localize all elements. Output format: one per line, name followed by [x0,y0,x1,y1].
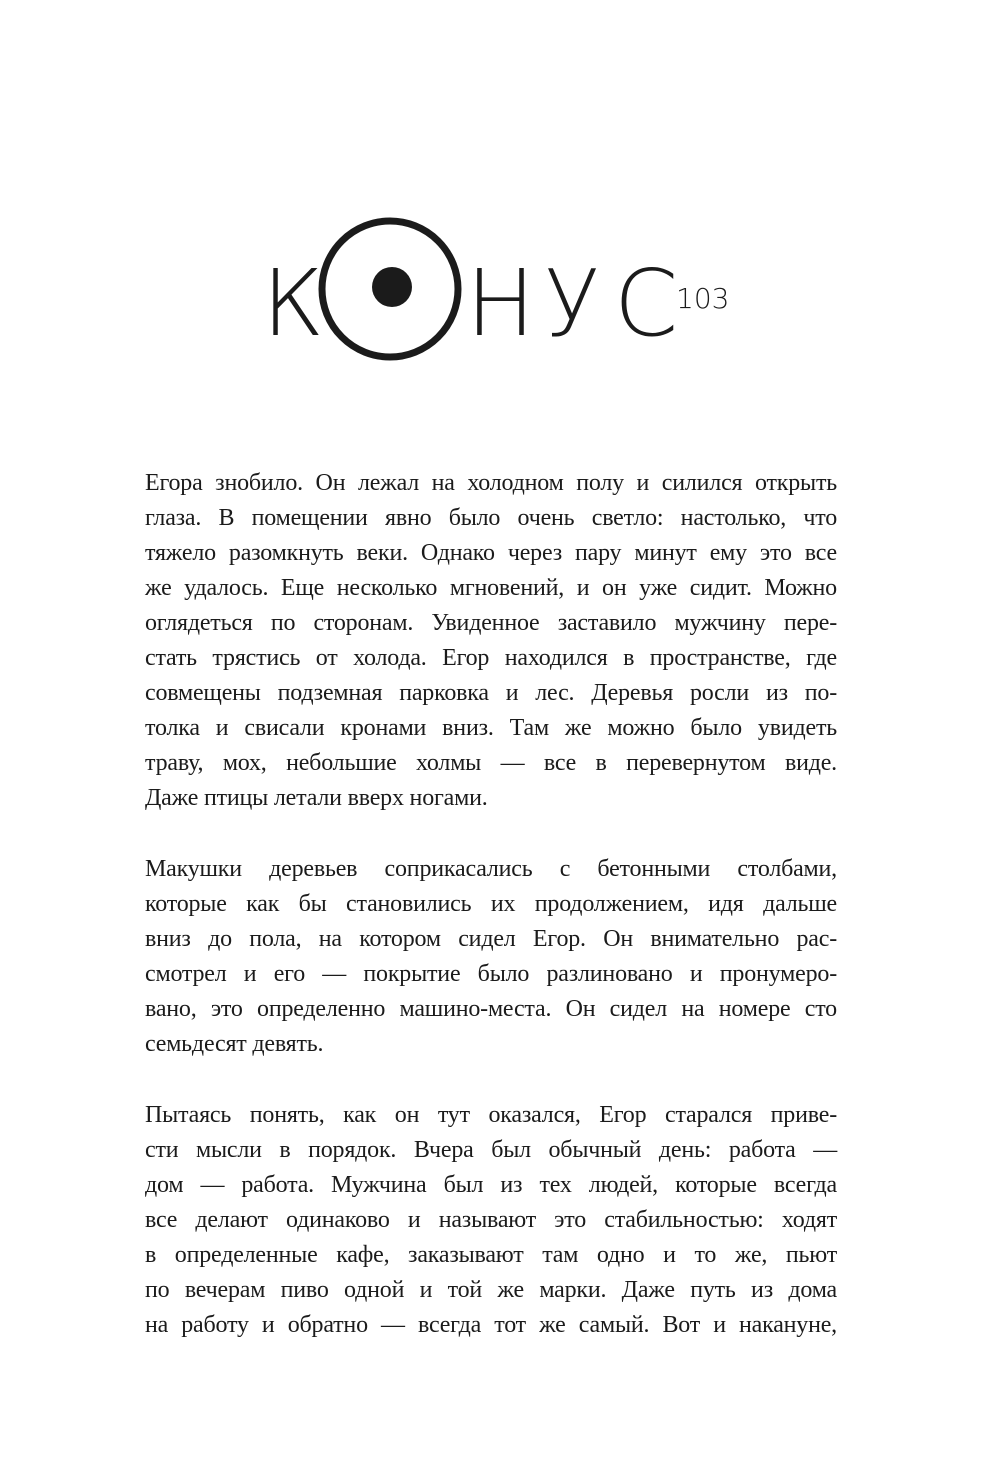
text-line: в определенные кафе, заказывают там одно и то же, пьют [145,1242,837,1268]
text-line: Даже птицы летали вверх ногами. [145,785,488,811]
text-line: вниз до пола, на котором сидел Егор. Он внимательно рас- [145,926,837,952]
text-line: на работу и обратно — всегда тот же самый. Вот и накануне, [145,1312,837,1338]
text-line: совмещены подземная парковка и лес. Деревья росли из по- [145,680,837,706]
text-line: семьдесят девять. [145,1031,324,1057]
text-line: глаза. В помещении явно было очень светло: настолько, что [145,505,837,531]
text-line: Пытаясь понять, как он тут оказался, Егор старался приве- [145,1102,837,1128]
text-line: тяжело разомкнуть веки. Однако через пару минут ему это все [145,540,837,566]
title-dot [372,267,412,307]
text-line: сти мысли в порядок. Вчера был обычный день: работа — [145,1137,837,1163]
text-line: толка и свисали кронами вниз. Там же можно было увидеть [145,715,837,741]
paragraph-2 [145,852,837,1062]
title-letter-k: К [262,250,324,357]
text-line: же удалось. Еще несколько мгновений, и он уже сидит. Можно [145,575,837,601]
text-line: которые как бы становились их продолжением, идя дальше [145,891,837,917]
title-letter-s: С [614,250,679,357]
text-line: Егора знобило. Он лежал на холодном полу и силился открыть [145,470,837,496]
text-line: траву, мох, небольшие холмы — все в перевернутом виде. [145,750,837,776]
body-text [145,466,837,1379]
text-line: вано, это определенно машино-места. Он сидел на номере сто [145,996,837,1022]
text-line: Макушки деревьев соприкасались с бетонными столбами, [145,856,837,882]
paragraph-1 [145,466,837,816]
chapter-title-logo [262,215,732,365]
chapter-heading [262,215,732,365]
paragraph-3 [145,1098,837,1343]
text-line: все делают одинаково и называют это стабильностью: ходят [145,1207,837,1233]
text-line: оглядеться по сторонам. Увиденное заставило мужчину пере- [145,610,837,636]
text-line: стать трястись от холода. Егор находился в пространстве, где [145,645,837,671]
title-letter-n: Н [466,250,536,357]
page-number: 103 [676,282,730,315]
text-line: смотрел и его — покрытие было разлиновано и пронумеро- [145,961,837,987]
text-line: дом — работа. Мужчина был из тех людей, которые всегда [145,1172,837,1198]
title-letter-u: У [544,250,601,357]
text-line: по вечерам пиво одной и той же марки. Даже путь из дома [145,1277,837,1303]
